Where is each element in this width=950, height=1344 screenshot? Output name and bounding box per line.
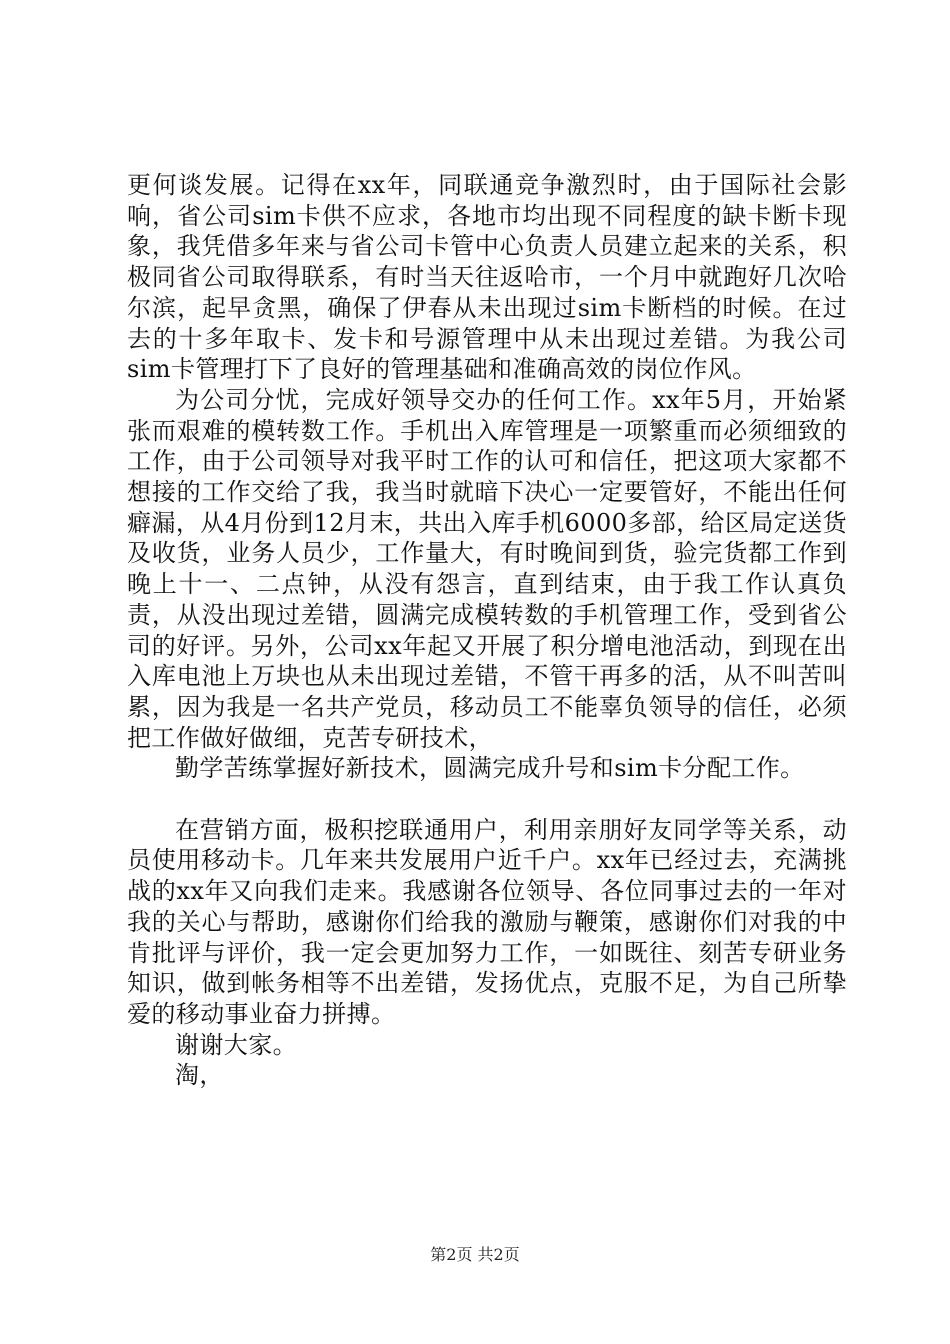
- blank-line: [127, 784, 847, 815]
- document-body: [127, 170, 847, 1091]
- paragraph-new-technology: 勤学苦练掌握好新技术，圆满完成升号和sim卡分配工作。: [175, 754, 805, 783]
- paragraph-closing: 淘，: [175, 1061, 224, 1090]
- paragraph-marketing: 在营销方面，极积挖联通用户，利用亲朋好友同学等关系，动员使用移动卡。几年来共发展用户近千户。xx年已经过去，充满挑战的xx年又向我们走来。我感谢各位领导、各位同事过去的一年对我的关心与帮助，感谢你们给我的激励与鞭策，感谢你们对我的中肯批评与评价，我一定会更加努力工作，一如既往、刻苦专研业务知识，做到帐务相等不出差错，发扬优点，克服不足，为自己所挚爱的移动事业奋力拼搏。: [127, 815, 847, 1028]
- paragraph-thanks: 谢谢大家。: [175, 1030, 297, 1059]
- page-number-footer: 第2页 共2页: [430, 1245, 520, 1264]
- paragraph-phone-inventory: 为公司分忧，完成好领导交办的任何工作。xx年5月，开始紧张而艰难的模转数工作。手机出入库管理是一项繁重而必须细致的工作，由于公司领导对我平时工作的认可和信任，把这项大家都不想接的工作交给了我，我当时就暗下决心一定要管好，不能出任何癖漏，从4月份到12月末，共出入库手机6000多部，给区局定送货及收货，业务人员少，工作量大，有时晚间到货，验完货都工作到晚上十一、二点钟，从没有怨言，直到结束，由于我工作认真负责，从没出现过差错，圆满完成模转数的手机管理工作，受到省公司的好评。另外，公司xx年起又开展了积分增电池活动，到现在出入库电池上万块也从未出现过差错，不管干再多的活，从不叫苦叫累，因为我是一名共产党员，移动员工不能辜负领导的信任，必须把工作做好做细，克苦专研技术，: [127, 385, 847, 752]
- paragraph-sim-card-supply: 更何谈发展。记得在xx年，同联通竞争激烈时，由于国际社会影响，省公司sim卡供不应求，各地市均出现不同程度的缺卡断卡现象，我凭借多年来与省公司卡管中心负责人员建立起来的关系，积极同省公司取得联系，有时当天往返哈市，一个月中就跑好几次哈尔滨，起早贪黑，确保了伊春从未出现过sim卡断档的时候。在过去的十多年取卡、发卡和号源管理中从未出现过差错。为我公司sim卡管理打下了良好的管理基础和准确高效的岗位作风。: [127, 171, 847, 384]
